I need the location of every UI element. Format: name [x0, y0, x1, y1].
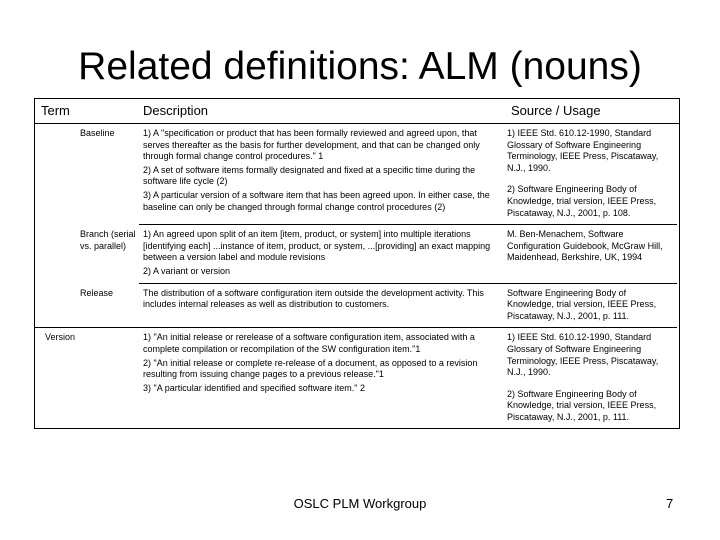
source-text: Software Engineering Body of Knowledge, trial version, IEEE Press, Piscataway, N.J., 2001, p. 111. — [507, 287, 657, 321]
description-text: 2) "An initial release or complete re-release of a document, as opposed to a revision resulting from issuing change pages to a previous release."1 — [143, 357, 478, 380]
term-label: Baseline — [80, 128, 115, 138]
table-row — [35, 225, 679, 283]
table-row — [35, 284, 679, 329]
description-text: The distribution of a software configuration item outside the development activity. This includes internal releases as well as distribution to customers. — [143, 287, 484, 310]
description-text: 2) A variant or version — [143, 265, 231, 276]
definitions-table — [34, 98, 680, 429]
source-cell — [503, 328, 677, 428]
source-cell — [503, 225, 677, 283]
term-cell — [35, 284, 139, 329]
source-cell — [503, 124, 677, 225]
source-text: 2) Software Engineering Body of Knowledge, trial version, IEEE Press, Piscataway, N.J., 2001, p. 108. — [507, 184, 657, 218]
source-text: 1) IEEE Std. 610.12-1990, Standard Glossary of Software Engineering Terminology, IEEE Press, Piscataway, N.J., 1990. — [507, 128, 659, 173]
description-cell — [139, 124, 503, 225]
description-cell — [139, 328, 503, 428]
source-text: 2) Software Engineering Body of Knowledge, trial version, IEEE Press, Piscataway, N.J., 2001, p. 111. — [507, 388, 657, 422]
description-text: 3) "A particular identified and specified software item." 2 — [143, 382, 366, 393]
table-row — [35, 328, 679, 428]
header-source: Source / Usage — [511, 103, 601, 118]
description-text: 2) A set of software items formally designated and fixed at a specific time during the software life cycle (2) — [143, 164, 476, 187]
description-text: 1) A "specification or product that has been formally reviewed and agreed upon, that serves thereafter as the basis for further development, and that can be changed only through formal change control procedures." 1 — [143, 128, 480, 162]
term-label: Version — [45, 332, 76, 343]
source-cell — [503, 284, 677, 329]
source-text: 1) IEEE Std. 610.12-1990, Standard Glossary of Software Engineering Terminology, IEEE Press, Piscataway, N.J., 1990. — [507, 332, 659, 378]
table-header — [35, 99, 679, 124]
description-cell — [139, 225, 503, 283]
term-cell — [35, 124, 139, 225]
description-text: 1) "An initial release or rerelease of a software configuration item, associated with a complete compilation or recompilation of the SW configuration item."1 — [143, 332, 475, 354]
term-cell — [35, 328, 139, 428]
header-description: Description — [143, 103, 209, 118]
slide-title: Related definitions: ALM (nouns) — [78, 45, 642, 88]
description-cell — [139, 284, 503, 329]
header-term: Term — [41, 103, 70, 118]
term-cell — [35, 225, 139, 283]
page-number: 7 — [666, 496, 674, 511]
description-text: 3) A particular version of a software item that has been agreed upon. In either case, the baseline can only be changed through formal change control procedures (2) — [143, 189, 490, 212]
term-label: Branch (serial vs. parallel) — [80, 229, 136, 251]
description-text: 1) An agreed upon split of an item [item, product, or system] into multiple iterations [identifying each] ...instance of item, product, or system, ...[providing] an exact mapping between a version label and module revisions — [143, 229, 491, 263]
term-label: Release — [80, 287, 114, 298]
slide-footer: OSLC PLM Workgroup — [293, 496, 427, 511]
source-text: M. Ben-Menachem, Software Configuration Guidebook, McGraw Hill, Maidenhead, Berkshire, UK, 1994 — [507, 229, 663, 263]
table-row — [35, 124, 679, 225]
